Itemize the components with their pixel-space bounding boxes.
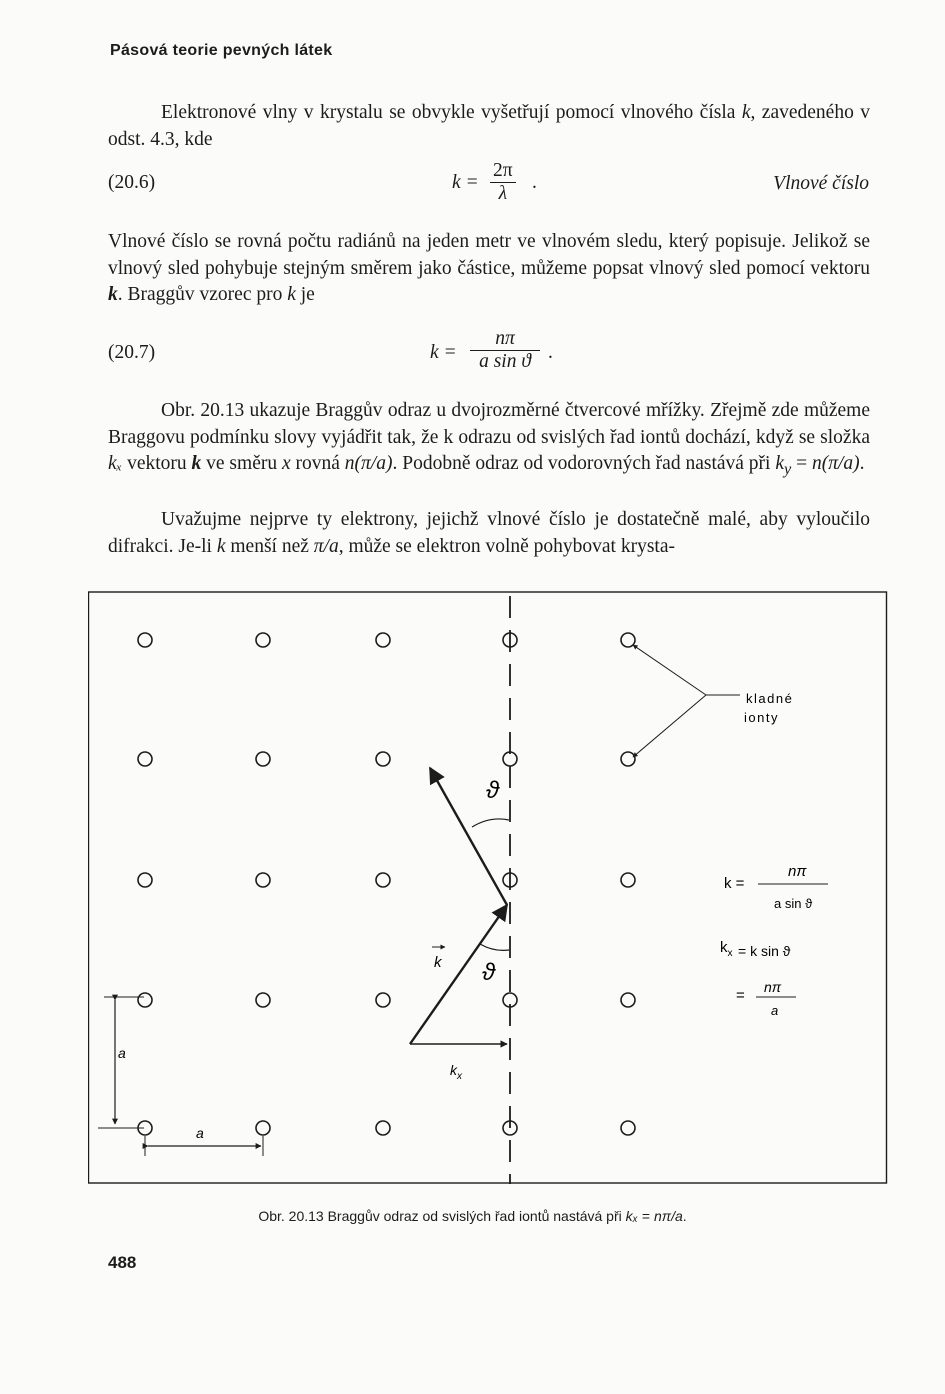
figure-frame xyxy=(89,592,887,1183)
positive-ion-r2-c2 xyxy=(256,752,270,766)
paragraph-small-wave-number: Uvažujme nejprve ty elektrony, jejichž vlnové číslo je dostatečně malé, aby vyloučilo difrakci. Je-li k menší než π/a, může se elektron volně pohybovat krysta- xyxy=(108,509,870,557)
equation-label-wave-number: Vlnové číslo xyxy=(773,173,869,194)
equation-bragg: k = $\frac{n\pi}{\text{a sin ϑ}}$ . xyxy=(430,328,553,372)
positive-ion-r4-c3 xyxy=(376,993,390,1007)
dimension-a-vertical-label: a xyxy=(118,1045,126,1061)
positive-ion-r2-c4 xyxy=(503,752,517,766)
positive-ion-r5-c3 xyxy=(376,1121,390,1135)
figure-formula-k-num: nπ xyxy=(788,863,807,880)
paragraph-wave-number-intro: Elektronové vlny v krystalu se obvykle vyšetřují pomocí vlnového čísla k, zavedeného v odst. 4.3, kde xyxy=(108,102,870,150)
k-vector-label: k xyxy=(434,954,442,971)
positive-ion-r2-c3 xyxy=(376,752,390,766)
angle-arc-bottom xyxy=(480,944,509,950)
figure-formula-eq-lhs: = xyxy=(736,987,745,1004)
equation-wave-number: k = $\frac{2\pi}{\lambda}$ . xyxy=(452,160,537,204)
angle-arc-top xyxy=(472,819,509,827)
dimension-a-horizontal-label: a xyxy=(196,1125,204,1141)
figure-formula-kx-rhs: = k sin ϑ xyxy=(738,943,791,959)
positive-ion-r3-c2 xyxy=(256,873,270,887)
positive-ion-r1-c2 xyxy=(256,633,270,647)
positive-ion-r1-c1 xyxy=(138,633,152,647)
figure-formula-kx-lhs: $k_x$ xyxy=(720,939,733,959)
paragraph-bragg-reflection: Obr. 20.13 ukazuje Braggův odraz u dvojrozměrné čtvercové mřížky. Zřejmě zde můžeme Braggovu podmínku slovy vyjádřit tak, že k odrazu od svislých řad iontů dochází, když se složka kₓ vektoru k ve směru x rovná n(π/a). Podobně odraz od vodorovných řad nastává při $k_y = n(\pi/a)$. xyxy=(108,400,870,478)
positive-ion-r4-c5 xyxy=(621,993,635,1007)
positive-ion-r3-c3 xyxy=(376,873,390,887)
ion-pointer-line-upper xyxy=(633,645,706,695)
figure-formula-k-den: a sin ϑ xyxy=(774,896,813,911)
figure-formula-k-lhs: k = xyxy=(724,875,745,892)
equation-number-20-6: (20.6) xyxy=(108,172,156,193)
figure-caption: Obr. 20.13 Braggův odraz od svislých řad iontů nastává při kₓ = nπ/a. xyxy=(258,1208,687,1224)
positive-ion-r3-c1 xyxy=(138,873,152,887)
positive-ion-r2-c5 xyxy=(621,752,635,766)
positive-ion-r1-c3 xyxy=(376,633,390,647)
figure-formula-eq-num: nπ xyxy=(764,979,782,995)
theta-label-top: ϑ xyxy=(486,777,500,804)
theta-label-bottom: ϑ xyxy=(482,959,496,986)
positive-ion-r3-c5 xyxy=(621,873,635,887)
positive-ion-r1-c5 xyxy=(621,633,635,647)
positive-ion-r4-c2 xyxy=(256,993,270,1007)
label-positive-ions-1: kladné xyxy=(746,691,794,706)
page-number: 488 xyxy=(108,1253,137,1272)
bragg-lattice-figure xyxy=(88,582,888,1186)
running-header: Pásová teorie pevných látek xyxy=(110,42,333,59)
positive-ion-r4-c1 xyxy=(138,993,152,1007)
label-positive-ions-2: ionty xyxy=(744,710,779,725)
positive-ion-lattice xyxy=(138,633,635,1135)
positive-ion-r2-c1 xyxy=(138,752,152,766)
figure-formula-eq-den: a xyxy=(771,1003,779,1018)
kx-label: $k_x$ xyxy=(450,1062,462,1082)
positive-ion-r5-c5 xyxy=(621,1121,635,1135)
paragraph-wave-train: Vlnové číslo se rovná počtu radiánů na jeden metr ve vlnovém sledu, který popisuje. Jelikož se vlnový sled pohybuje stejným směrem jako částice, můžeme popsat vlnový sled pomocí vektoru k. Braggův vzorec pro k je xyxy=(108,231,870,305)
positive-ion-r5-c2 xyxy=(256,1121,270,1135)
ion-pointer-line-lower xyxy=(633,695,706,757)
equation-number-20-7: (20.7) xyxy=(108,342,156,363)
